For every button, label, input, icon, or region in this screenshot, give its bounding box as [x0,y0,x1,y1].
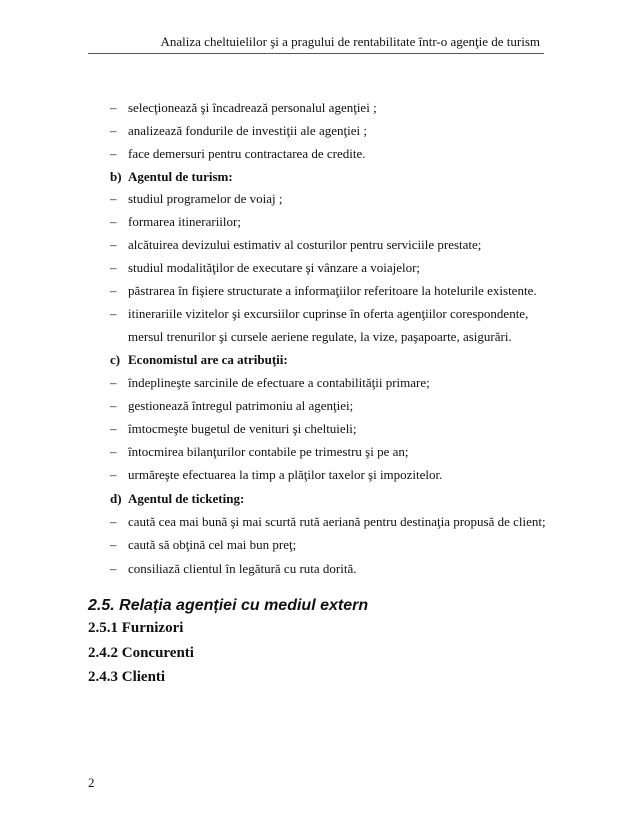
subsection-furnizori: 2.5.1 Furnizori [88,620,184,636]
subsection-concurenti: 2.4.2 Concurenti [88,645,194,661]
list-dash: – [110,398,117,413]
list-dash: – [110,123,117,138]
list-item-text: selecţionează şi încadrează personalul agenţiei ; [128,100,377,115]
subheading-title: Economistul are ca atribuţii: [128,352,288,367]
list-item-text: caută să obţină cel mai bun preţ; [128,537,297,552]
list-dash: – [110,146,117,161]
list-item-text: urmăreşte efectuarea la timp a plăţilor taxelor şi impozitelor. [128,467,443,482]
section-heading: 2.5. Relația agenției cu mediul extern [88,597,369,614]
subheading-agent-turism [110,169,233,185]
subheading-letter: c) [110,352,121,367]
list-dash: – [110,283,117,298]
subheading-title: Agentul de turism: [128,169,233,184]
list-dash: – [110,444,117,459]
list-item-text: studiul modalităţilor de executare şi vânzare a voiajelor; [128,260,421,275]
list-item-text: consiliază clientul în legătură cu ruta dorită. [128,561,357,576]
list-dash: – [110,467,117,482]
list-item-text: gestionează întregul patrimoniu al agenţiei; [128,398,354,413]
list-dash: – [110,191,117,206]
header-title: Analiza cheltuielilor şi a pragului de rentabilitate într-o agenţie de turism [160,34,540,49]
list-item-text: mersul trenurilor şi cursele aeriene regulate, la vize, paşapoarte, asigurări. [128,329,512,344]
list-item-text: caută cea mai bună şi mai scurtă rută aeriană pentru destinaţia propusă de client; [128,514,546,529]
header-rule [88,53,544,54]
list-item-text: întocmirea bilanţurilor contabile pe trimestru şi pe an; [128,444,409,459]
list-dash: – [110,421,117,436]
list-dash: – [110,537,117,552]
list-item-text: îmtocmeşte bugetul de venituri şi cheltuieli; [128,421,357,436]
subheading-ticketing [110,491,244,507]
page-header [88,33,544,51]
list-item-text: îndeplineşte sarcinile de efectuare a contabilităţii primare; [128,375,430,390]
subsection-clienti: 2.4.3 Clienti [88,669,166,685]
list-item-text: alcătuirea devizului estimativ al costurilor pentru serviciile prestate; [128,237,482,252]
list-dash: – [110,375,117,390]
subheading-title: Agentul de ticketing: [128,491,245,506]
list-item-text: studiul programelor de voiaj ; [128,191,283,206]
list-dash: – [110,237,117,252]
list-dash: – [110,561,117,576]
list-dash: – [110,514,117,529]
list-dash: – [110,214,117,229]
list-item-text: itinerariile vizitelor şi excursiilor cuprinse în oferta agenţiilor corespondente, [128,306,529,321]
list-item-text: analizează fondurile de investiţii ale agenţiei ; [128,123,367,138]
subheading-letter: b) [110,169,122,184]
list-item-text: face demersuri pentru contractarea de credite. [128,146,366,161]
list-dash: – [110,306,117,321]
list-item-text: formarea itinerariilor; [128,214,241,229]
list-dash: – [110,100,117,115]
page-number: 2 [88,775,95,790]
list-item-text: păstrarea în fişiere structurate a informaţiilor referitoare la hotelurile existente. [128,283,537,298]
list-dash: – [110,260,117,275]
subheading-economist [110,352,288,368]
subheading-letter: d) [110,491,122,506]
